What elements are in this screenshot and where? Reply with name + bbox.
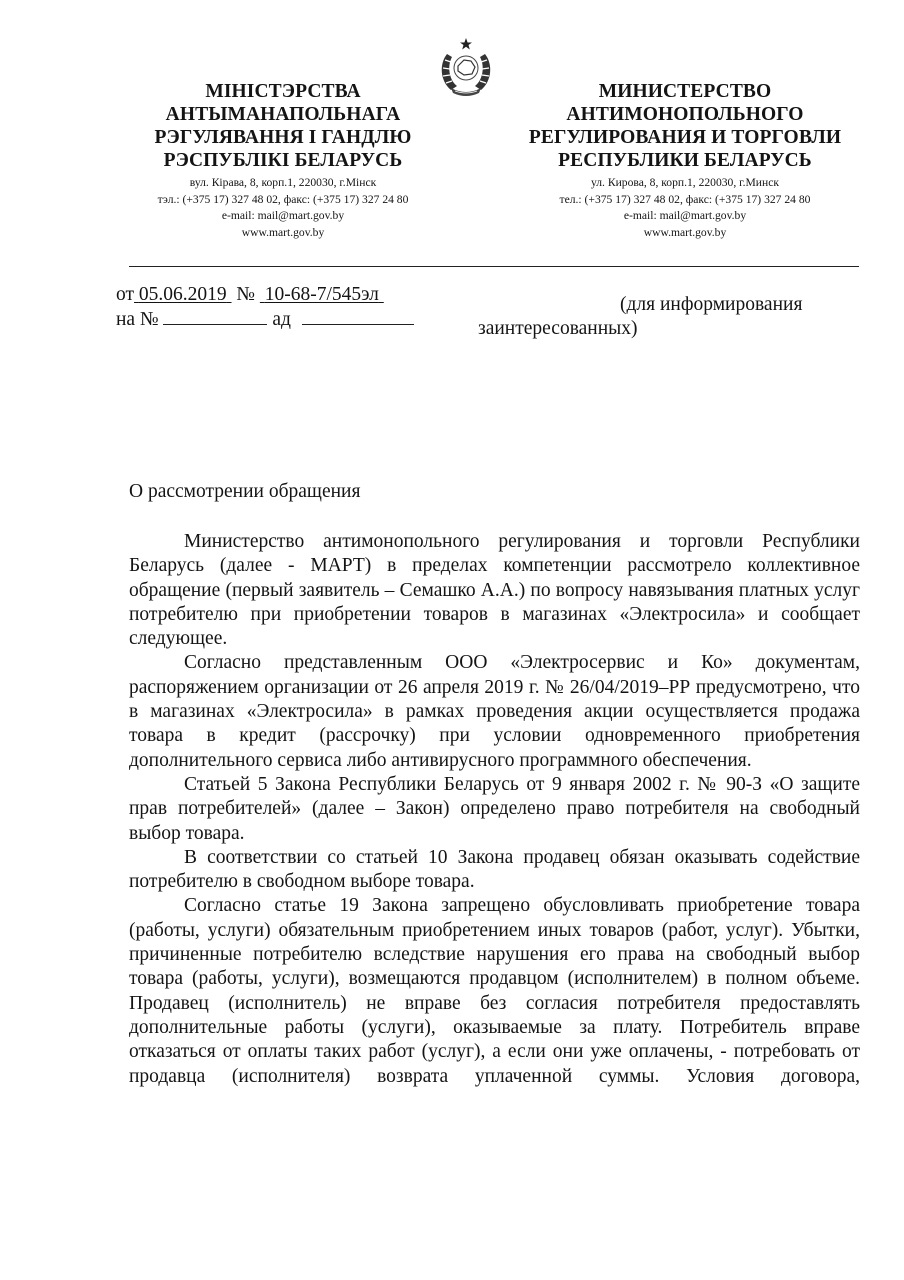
- letter-number: 10-68-7/545эл: [264, 284, 379, 305]
- number-label: №: [236, 284, 255, 305]
- date-label: от: [116, 284, 135, 305]
- letter-subject: О рассмотрении обращения: [129, 481, 361, 502]
- ministry-name-line: РЕГУЛИРОВАНИЯ И ТОРГОВЛИ: [528, 127, 842, 148]
- ministry-name-line: МИНИСТЕРСТВО: [598, 81, 772, 102]
- ministry-name-line: РЭГУЛЯВАННЯ І ГАНДЛЮ: [154, 127, 412, 148]
- website: www.mart.gov.by: [643, 225, 727, 239]
- ministry-name-line: РЭСПУБЛІКІ БЕЛАРУСЬ: [163, 150, 403, 171]
- email: e-mail: mail@mart.gov.by: [221, 209, 345, 222]
- letterhead-russian: [510, 80, 860, 240]
- body-paragraph: Согласно представленным ООО «Электросервис и Ко» документам, распоряжением организации от 26 апреля 2019 г. № 26/04/2019–РР предусмотрено, что в магазинах «Электросила» в рамках проведения акции осуществляется продажа товара в кредит (рассрочку) при условии одновременного приобретения дополнительного сервиса либо антивирусного программного обеспечения.: [129, 652, 860, 771]
- incoming-reference: [116, 307, 414, 332]
- recipient-line: заинтересованных): [478, 318, 638, 339]
- ministry-name-line: РЕСПУБЛИКИ БЕЛАРУСЬ: [558, 150, 812, 171]
- reply-date-label: ад: [272, 309, 291, 330]
- letterhead-belarusian: [128, 80, 438, 240]
- ministry-name-line: МІНІСТЭРСТВА: [205, 81, 361, 102]
- body-paragraph: Министерство антимонопольного регулирования и торговли Республики Беларусь (далее - МАРТ) в пределах компетенции рассмотрело коллективное обращение (первый заявитель – Семашко А.А.) по вопросу навязывания платных услуг потребителю при приобретении товаров в магазинах «Электросила» и сообщает следующее.: [129, 531, 860, 650]
- email: e-mail: mail@mart.gov.by: [623, 209, 747, 222]
- letterhead-divider: [129, 266, 859, 267]
- belarus-state-emblem-icon: [437, 36, 495, 98]
- website: www.mart.gov.by: [241, 225, 325, 239]
- letter-date: 05.06.2019: [138, 284, 227, 305]
- letter-body: [129, 530, 860, 1089]
- phone-fax: тел.: (+375 17) 327 48 02, факс: (+375 17) 327 24 80: [559, 192, 811, 206]
- reply-date-blank: [302, 307, 414, 325]
- phone-fax: тэл.: (+375 17) 327 48 02, факс: (+375 17) 327 24 80: [157, 192, 409, 206]
- reply-to-label: на №: [116, 309, 159, 330]
- recipient-line: (для информирования: [620, 294, 803, 315]
- ministry-name-line: АНТИМОНОПОЛЬНОГО: [566, 104, 804, 125]
- ministry-name-line: АНТЫМАНАПОЛЬНАГА: [165, 104, 401, 125]
- outgoing-registration: [116, 283, 384, 307]
- body-paragraph: Согласно статье 19 Закона запрещено обусловливать приобретение товара (работы, услуги) обязательным приобретением иных товаров (работ, услуг). Убытки, причиненные потребителю вследствие нарушения его права на свободный выбор товара (работы, услуги), возмещаются продавцом (исполнителем) в полном объеме. Продавец (исполнитель) не вправе без согласия потребителя предоставлять дополнительные работы (услуги), оказываемые за плату. Потребитель вправе отказаться от оплаты таких работ (услуг), а если они уже оплачены, - потребовать от продавца (исполнителя) возврата уплаченной суммы. Условия договора,: [129, 895, 860, 1087]
- reply-number-blank: [163, 307, 267, 325]
- address: вул. Кірава, 8, корп.1, 220030, г.Мінск: [189, 176, 377, 189]
- body-paragraph: В соответствии со статьей 10 Закона продавец обязан оказывать содействие потребителю в свободном выборе товара.: [129, 846, 860, 893]
- body-paragraph: Статьей 5 Закона Республики Беларусь от 9 января 2002 г. № 90-З «О защите прав потребителей» (далее – Закон) определено право потребителя на свободный выбор товара.: [129, 773, 860, 844]
- address: ул. Кирова, 8, корп.1, 220030, г.Минск: [590, 176, 779, 189]
